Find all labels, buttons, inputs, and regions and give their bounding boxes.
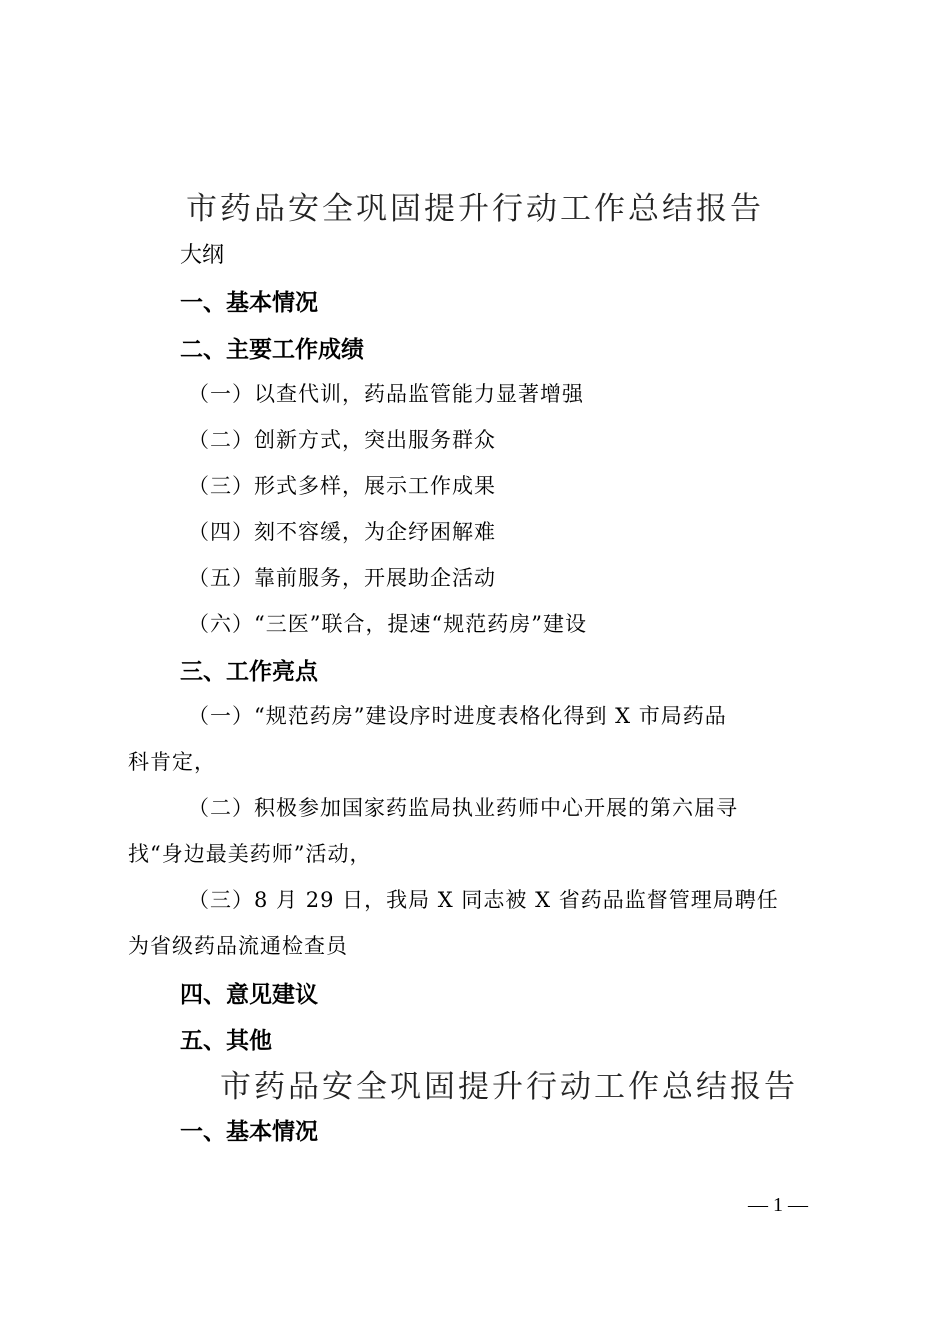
outline-item: （四）刻不容缓，为企纾困解难 [188,520,496,544]
highlight-line-continuation: 科肯定， [128,750,216,774]
highlight-line: （二）积极参加国家药监局执业药师中心开展的第六届寻 [188,796,738,820]
highlight-line-continuation: 找“身边最美药师”活动， [128,842,372,866]
body-heading-1: 一、基本情况 [180,1119,318,1145]
outline-heading-5: 五、其他 [180,1028,272,1054]
outline-item: （六）“三医”联合，提速“规范药房”建设 [188,612,587,636]
outline-item: （五）靠前服务，开展助企活动 [188,566,496,590]
body-title: 市药品安全巩固提升行动工作总结报告 [220,1069,798,1105]
outline-heading-2: 二、主要工作成绩 [180,337,364,363]
page-number: — 1 — [748,1194,808,1216]
outline-heading-4: 四、意见建议 [180,982,318,1008]
outline-item: （三）形式多样，展示工作成果 [188,474,496,498]
highlight-line: （一）“规范药房”建设序时进度表格化得到 X 市局药品 [188,704,727,728]
outline-heading-1: 一、基本情况 [180,290,318,316]
highlight-line-continuation: 为省级药品流通检查员 [128,934,348,958]
outline-item: （一）以查代训，药品监管能力显著增强 [188,382,584,406]
outline-subtitle: 大纲 [180,243,225,268]
outline-heading-3: 三、工作亮点 [180,659,318,685]
outline-item: （二）创新方式，突出服务群众 [188,428,496,452]
highlight-line: （三）8 月 29 日，我局 X 同志被 X 省药品监督管理局聘任 [188,888,779,912]
outline-title: 市药品安全巩固提升行动工作总结报告 [186,191,764,227]
